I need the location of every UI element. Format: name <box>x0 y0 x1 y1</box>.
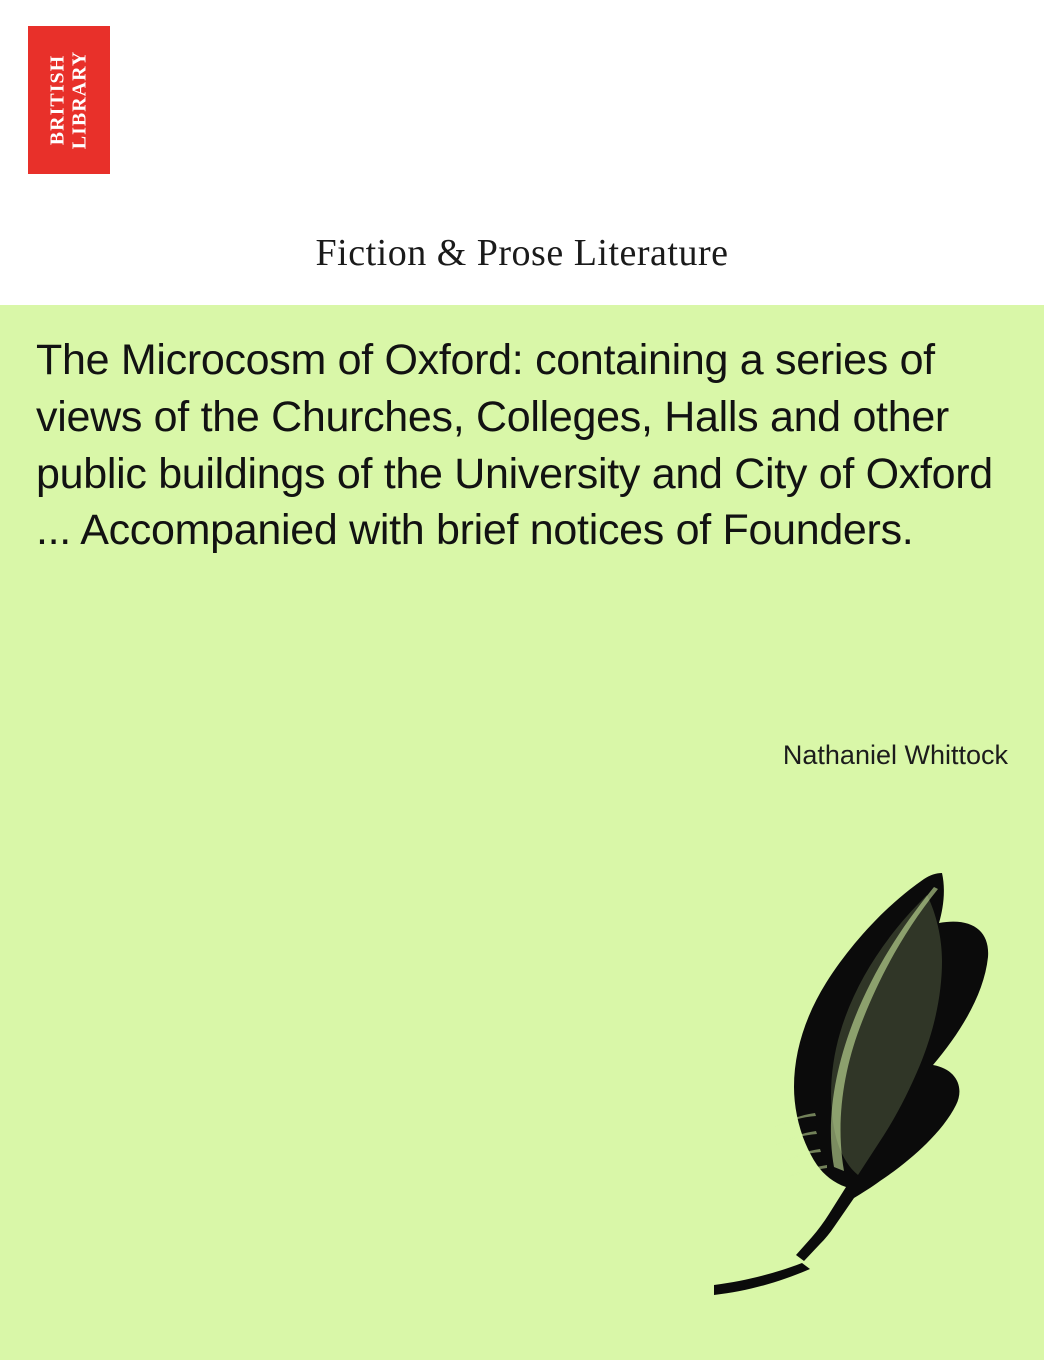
quill-feather-icon <box>684 865 1004 1305</box>
title-area <box>36 332 1001 559</box>
category-label: Fiction & Prose Literature <box>315 231 729 274</box>
logo-line-1: BRITISH <box>46 54 69 146</box>
author-name: Nathaniel Whittock <box>782 740 1008 770</box>
logo-line-2: LIBRARY <box>69 50 91 150</box>
category-banner <box>0 200 1044 305</box>
british-library-logo <box>28 26 110 174</box>
author-area <box>308 740 1008 771</box>
page-title: The Microcosm of Oxford: containing a series of views of the Churches, Colleges, Halls and other public buildings of the University and City of Oxford ... Accompanied with brief notices of Founders. <box>36 336 993 555</box>
british-library-logo-text <box>47 51 92 150</box>
